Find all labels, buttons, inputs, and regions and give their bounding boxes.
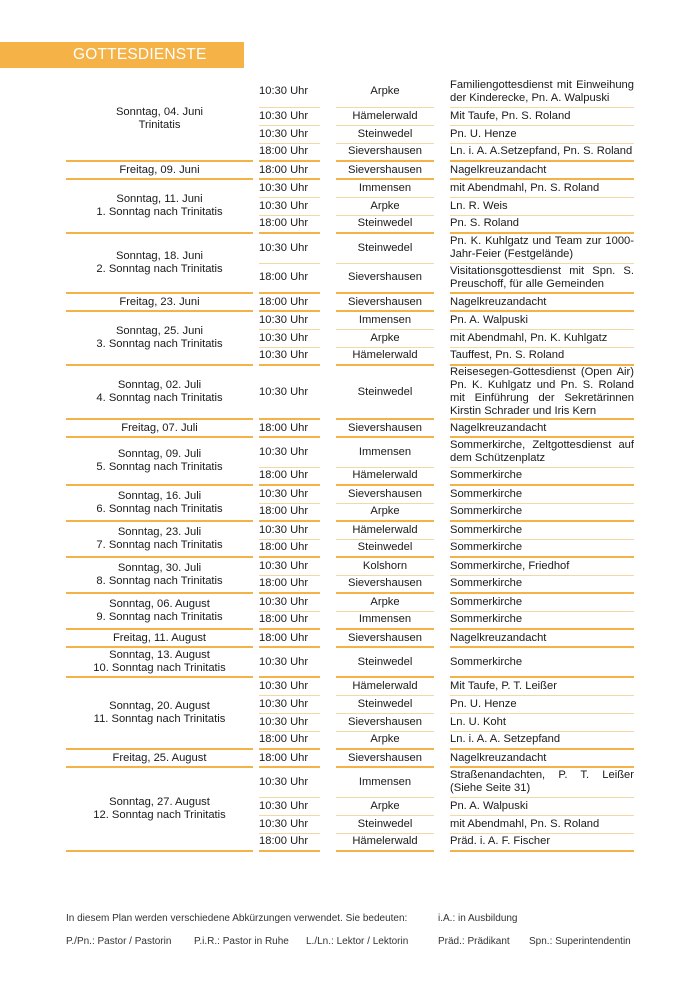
service-time: 10:30 Uhr xyxy=(256,593,328,611)
service-place: Arpke xyxy=(328,593,442,611)
service-day: Sonntag, 04. Juni xyxy=(115,105,204,118)
service-place: Arpke xyxy=(328,797,442,815)
service-row xyxy=(66,485,634,503)
service-description: Visitationsgottesdienst mit Spn. S. Preuschoff, für alle Gemeinden xyxy=(442,263,634,293)
service-day: Freitag, 11. August xyxy=(112,631,207,644)
service-day-cell xyxy=(66,647,256,677)
service-description: Sommerkirche xyxy=(442,503,634,521)
service-time: 10:30 Uhr xyxy=(256,347,328,365)
service-description: Sommerkirche, Zeltgottesdienst auf dem Schützenplatz xyxy=(442,437,634,467)
service-description: Pn. U. Henze xyxy=(442,125,634,143)
service-description: Nagelkreuzandacht xyxy=(442,419,634,437)
service-sunday-name: 5. Sonntag nach Trinitatis xyxy=(96,461,223,473)
service-description: Reisesegen-Gottesdienst (Open Air) Pn. K. Kuhlgatz und Pn. S. Roland mit Einführung der Sekretärinnen Kirstin Schrader und Iris Kern xyxy=(442,365,634,419)
service-description: Familiengottesdienst mit Einweihung der Kinderecke, Pn. A. Walpuski xyxy=(442,77,634,107)
service-day-cell xyxy=(66,767,256,851)
service-time: 10:30 Uhr xyxy=(256,311,328,329)
service-place: Arpke xyxy=(328,503,442,521)
service-description: Ln. i. A. A. Setzepfand xyxy=(442,731,634,749)
service-day-cell xyxy=(66,485,256,521)
service-description: Ln. i. A. A.Setzepfand, Pn. S. Roland xyxy=(442,143,634,161)
service-place: Immensen xyxy=(328,767,442,797)
service-place: Hämelerwald xyxy=(328,107,442,125)
service-time: 10:30 Uhr xyxy=(256,713,328,731)
legend-praed: Präd.: Prädikant xyxy=(438,936,510,947)
service-time: 10:30 Uhr xyxy=(256,125,328,143)
service-description: Mit Taufe, Pn. S. Roland xyxy=(442,107,634,125)
service-place: Arpke xyxy=(328,329,442,347)
service-description: Straßenandachten, P. T. Leißer (Siehe Seite 31) xyxy=(442,767,634,797)
service-sunday-name: 10. Sonntag nach Trinitatis xyxy=(93,662,226,674)
service-time: 18:00 Uhr xyxy=(256,629,328,647)
service-day: Sonntag, 18. Juni xyxy=(115,250,204,262)
legend-spn: Spn.: Superintendentin xyxy=(529,936,631,947)
service-day: Sonntag, 20. August xyxy=(109,700,210,712)
service-place: Steinwedel xyxy=(328,647,442,677)
service-day: Sonntag, 16. Juli xyxy=(117,490,202,502)
service-time: 18:00 Uhr xyxy=(256,731,328,749)
service-row xyxy=(66,437,634,467)
service-day: Sonntag, 25. Juni xyxy=(115,325,204,337)
service-description: Mit Taufe, P. T. Leißer xyxy=(442,677,634,695)
service-description: Pn. S. Roland xyxy=(442,215,634,233)
service-description: Ln. R. Weis xyxy=(442,197,634,215)
service-sunday-name: 8. Sonntag nach Trinitatis xyxy=(96,575,223,587)
service-row xyxy=(66,311,634,329)
service-description: Pn. A. Walpuski xyxy=(442,311,634,329)
service-day: Sonntag, 06. August xyxy=(109,598,210,610)
service-day-cell xyxy=(66,557,256,593)
service-day-cell xyxy=(66,179,256,233)
service-place: Steinwedel xyxy=(328,233,442,263)
service-day-cell xyxy=(66,233,256,293)
service-place: Steinwedel xyxy=(328,815,442,833)
service-description: Pn. U. Henze xyxy=(442,695,634,713)
service-description: Tauffest, Pn. S. Roland xyxy=(442,347,634,365)
legend-pir: P.i.R.: Pastor in Ruhe xyxy=(194,936,289,947)
service-row xyxy=(66,365,634,419)
service-day: Sonntag, 27. August xyxy=(109,796,210,808)
service-description: Pn. K. Kuhlgatz und Team zur 1000-Jahr-Feier (Festgelände) xyxy=(442,233,634,263)
service-description: Pn. A. Walpuski xyxy=(442,797,634,815)
service-time: 10:30 Uhr xyxy=(256,437,328,467)
service-sunday-name: 2. Sonntag nach Trinitatis xyxy=(96,263,223,275)
service-day: Sonntag, 23. Juli xyxy=(117,526,202,538)
service-day: Freitag, 23. Juni xyxy=(119,295,200,308)
service-place: Sievershausen xyxy=(328,713,442,731)
service-time: 10:30 Uhr xyxy=(256,677,328,695)
service-row xyxy=(66,293,634,311)
service-place: Sievershausen xyxy=(328,419,442,437)
service-day: Freitag, 09. Juni xyxy=(119,163,200,176)
service-place: Sievershausen xyxy=(328,263,442,293)
service-time: 18:00 Uhr xyxy=(256,215,328,233)
service-time: 10:30 Uhr xyxy=(256,695,328,713)
service-row xyxy=(66,647,634,677)
service-place: Hämelerwald xyxy=(328,347,442,365)
service-place: Steinwedel xyxy=(328,215,442,233)
legend-pastor: P./Pn.: Pastor / Pastorin xyxy=(66,936,172,947)
service-row xyxy=(66,749,634,767)
service-place: Hämelerwald xyxy=(328,833,442,851)
services-table xyxy=(66,77,634,852)
service-row xyxy=(66,767,634,797)
service-description: Sommerkirche xyxy=(442,485,634,503)
service-place: Sievershausen xyxy=(328,749,442,767)
service-row xyxy=(66,629,634,647)
service-sunday-name: 11. Sonntag nach Trinitatis xyxy=(93,713,226,725)
service-place: Sievershausen xyxy=(328,629,442,647)
service-time: 10:30 Uhr xyxy=(256,77,328,107)
service-day-cell xyxy=(66,293,256,311)
service-time: 18:00 Uhr xyxy=(256,575,328,593)
service-day: Sonntag, 09. Juli xyxy=(117,448,202,460)
service-place: Steinwedel xyxy=(328,125,442,143)
service-description: Sommerkirche xyxy=(442,521,634,539)
service-description: Sommerkirche xyxy=(442,575,634,593)
service-row xyxy=(66,419,634,437)
service-day-cell xyxy=(66,365,256,419)
service-description: Nagelkreuzandacht xyxy=(442,629,634,647)
service-place: Sievershausen xyxy=(328,575,442,593)
service-description: mit Abendmahl, Pn. K. Kuhlgatz xyxy=(442,329,634,347)
service-place: Arpke xyxy=(328,197,442,215)
legend-intro: In diesem Plan werden verschiedene Abkürzungen verwendet. Sie bedeuten: xyxy=(66,913,408,924)
service-time: 10:30 Uhr xyxy=(256,179,328,197)
service-time: 18:00 Uhr xyxy=(256,419,328,437)
service-description: Sommerkirche xyxy=(442,611,634,629)
service-description: Nagelkreuzandacht xyxy=(442,293,634,311)
service-row xyxy=(66,677,634,695)
service-day: Sonntag, 11. Juni xyxy=(116,193,203,205)
legend-lektor: L./Ln.: Lektor / Lektorin xyxy=(306,936,409,947)
service-time: 10:30 Uhr xyxy=(256,767,328,797)
service-day-cell xyxy=(66,311,256,365)
service-description: mit Abendmahl, Pn. S. Roland xyxy=(442,179,634,197)
service-day-cell xyxy=(66,419,256,437)
service-place: Arpke xyxy=(328,77,442,107)
service-place: Steinwedel xyxy=(328,365,442,419)
service-row xyxy=(66,179,634,197)
service-day: Sonntag, 13. August xyxy=(109,649,210,661)
service-place: Steinwedel xyxy=(328,539,442,557)
service-time: 18:00 Uhr xyxy=(256,263,328,293)
service-description: Sommerkirche xyxy=(442,539,634,557)
service-sunday-name: Trinitatis xyxy=(138,118,181,131)
service-place: Immensen xyxy=(328,611,442,629)
service-day: Sonntag, 02. Juli xyxy=(117,379,202,391)
service-place: Kolshorn xyxy=(328,557,442,575)
service-day-cell xyxy=(66,677,256,749)
service-day-cell xyxy=(66,77,256,161)
service-description: Nagelkreuzandacht xyxy=(442,749,634,767)
service-time: 18:00 Uhr xyxy=(256,503,328,521)
service-day-cell xyxy=(66,161,256,179)
service-sunday-name: 9. Sonntag nach Trinitatis xyxy=(96,611,223,623)
service-place: Sievershausen xyxy=(328,161,442,179)
service-time: 10:30 Uhr xyxy=(256,647,328,677)
service-row xyxy=(66,521,634,539)
legend-ia: i.A.: in Ausbildung xyxy=(438,913,518,924)
service-time: 10:30 Uhr xyxy=(256,329,328,347)
service-description: Sommerkirche xyxy=(442,593,634,611)
service-row xyxy=(66,161,634,179)
service-row xyxy=(66,233,634,263)
service-description: Sommerkirche xyxy=(442,647,634,677)
service-time: 10:30 Uhr xyxy=(256,107,328,125)
service-place: Immensen xyxy=(328,311,442,329)
service-place: Sievershausen xyxy=(328,293,442,311)
service-sunday-name: 4. Sonntag nach Trinitatis xyxy=(96,392,223,404)
service-day: Freitag, 07. Juli xyxy=(121,421,198,434)
service-description: Sommerkirche, Friedhof xyxy=(442,557,634,575)
service-row xyxy=(66,593,634,611)
service-day-cell xyxy=(66,629,256,647)
service-day-cell xyxy=(66,593,256,629)
service-description: Präd. i. A. F. Fischer xyxy=(442,833,634,851)
service-place: Arpke xyxy=(328,731,442,749)
service-row xyxy=(66,77,634,107)
service-time: 18:00 Uhr xyxy=(256,293,328,311)
service-place: Hämelerwald xyxy=(328,521,442,539)
service-time: 18:00 Uhr xyxy=(256,467,328,485)
service-sunday-name: 3. Sonntag nach Trinitatis xyxy=(96,338,223,350)
service-sunday-name: 6. Sonntag nach Trinitatis xyxy=(96,503,223,515)
service-time: 18:00 Uhr xyxy=(256,143,328,161)
service-day: Sonntag, 30. Juli xyxy=(117,562,202,574)
service-day: Freitag, 25. August xyxy=(112,751,207,764)
service-place: Steinwedel xyxy=(328,695,442,713)
service-description: Ln. U. Koht xyxy=(442,713,634,731)
service-row xyxy=(66,557,634,575)
service-description: Nagelkreuzandacht xyxy=(442,161,634,179)
service-time: 10:30 Uhr xyxy=(256,557,328,575)
service-place: Sievershausen xyxy=(328,143,442,161)
service-sunday-name: 7. Sonntag nach Trinitatis xyxy=(96,539,223,551)
service-time: 10:30 Uhr xyxy=(256,521,328,539)
service-day-cell xyxy=(66,749,256,767)
service-sunday-name: 12. Sonntag nach Trinitatis xyxy=(93,809,226,821)
service-description: Sommerkirche xyxy=(442,467,634,485)
service-time: 18:00 Uhr xyxy=(256,611,328,629)
service-time: 10:30 Uhr xyxy=(256,485,328,503)
service-time: 10:30 Uhr xyxy=(256,797,328,815)
service-time: 10:30 Uhr xyxy=(256,197,328,215)
service-time: 18:00 Uhr xyxy=(256,161,328,179)
service-day-cell xyxy=(66,521,256,557)
service-time: 18:00 Uhr xyxy=(256,749,328,767)
service-place: Immensen xyxy=(328,179,442,197)
service-sunday-name: 1. Sonntag nach Trinitatis xyxy=(96,206,223,218)
service-place: Hämelerwald xyxy=(328,677,442,695)
service-time: 10:30 Uhr xyxy=(256,233,328,263)
service-time: 10:30 Uhr xyxy=(256,815,328,833)
service-place: Sievershausen xyxy=(328,485,442,503)
service-time: 10:30 Uhr xyxy=(256,365,328,419)
service-description: mit Abendmahl, Pn. S. Roland xyxy=(442,815,634,833)
service-place: Hämelerwald xyxy=(328,467,442,485)
service-place: Immensen xyxy=(328,437,442,467)
service-day-cell xyxy=(66,437,256,485)
section-banner: GOTTESDIENSTE xyxy=(0,42,244,68)
service-time: 18:00 Uhr xyxy=(256,833,328,851)
service-time: 18:00 Uhr xyxy=(256,539,328,557)
